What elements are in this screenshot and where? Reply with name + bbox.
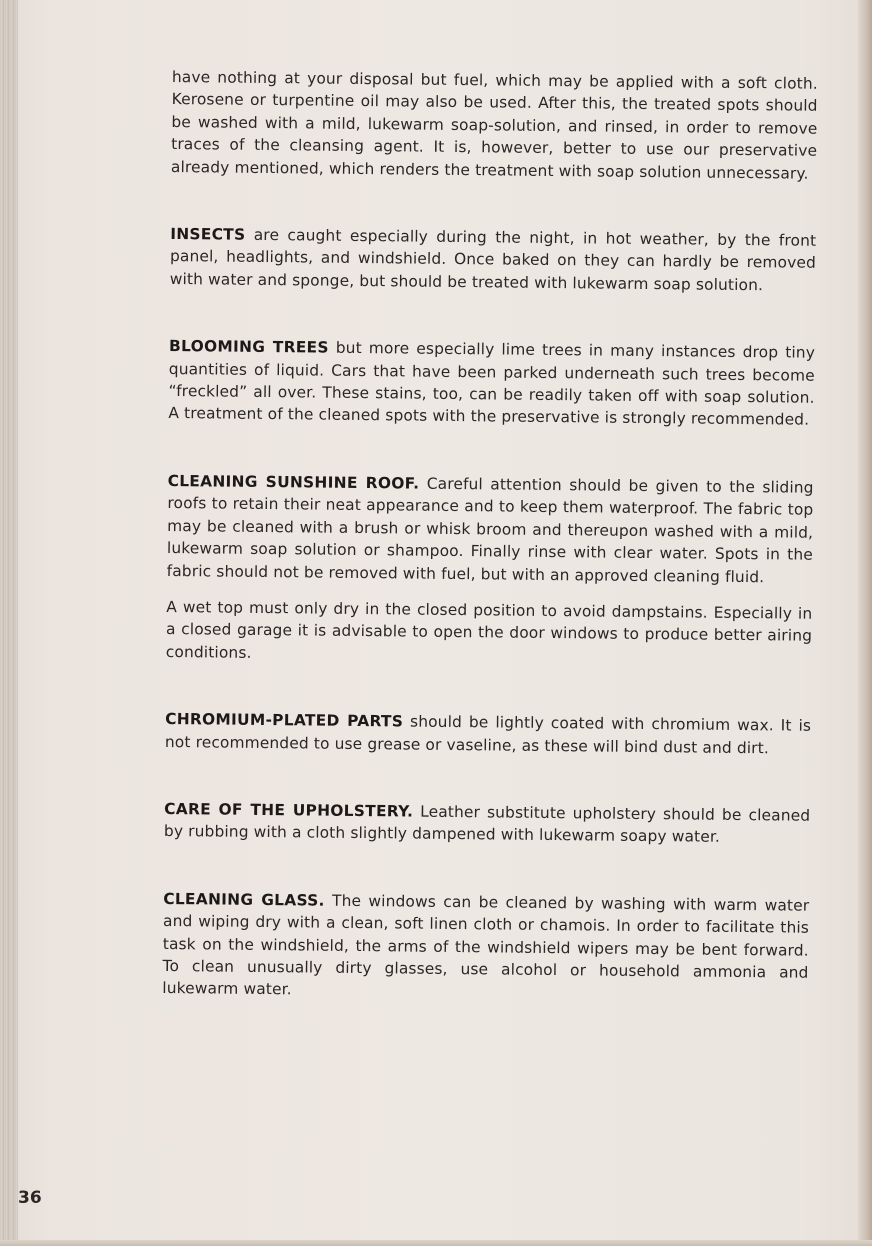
paragraph-text: are caught especially during the night, in hot weather, by the front panel, headlights, and windshield. Once baked on they can hardly be removed with water and sponge, but should be treated with lukewarm soap solution.: [169, 225, 817, 295]
page-bottom-edge: [0, 1240, 872, 1246]
paragraph-text: A wet top must only dry in the closed position to avoid dampstains. Especially in a closed garage it is advisable to open the door windows to produce better airing conditions.: [165, 597, 813, 662]
paragraph-sunshine-roof: [167, 470, 814, 589]
paragraph-heading: CLEANING GLASS.: [163, 889, 325, 910]
paragraph-blooming-trees: [168, 335, 815, 431]
paragraph-chromium-parts: [165, 708, 811, 760]
page-right-edge: [858, 0, 872, 1246]
binding-edge: [0, 0, 18, 1246]
paragraph-heading: CHROMIUM-PLATED PARTS: [165, 710, 404, 731]
paragraph-text: Leather substitute upholstery should be cleaned by rubbing with a cloth slightly dampened with lukewarm soapy water.: [163, 802, 811, 847]
paragraph-insects: [170, 223, 817, 297]
paragraph-cleaning-glass: [162, 888, 809, 1007]
paragraph-wet-top: [166, 596, 813, 670]
paragraph-text: The windows can be cleaned by washing with warm water and wiping dry with a clean, soft linen cloth or chamois. In order to facilitate this task on the windshield, the arms of the windshield wipers may be bent forward. To clean unusually dirty glasses, use alcohol or household ammonia and lukewarm water.: [162, 891, 810, 999]
paragraph-heading: INSECTS: [170, 225, 246, 244]
paragraph-heading: BLOOMING TREES: [168, 337, 329, 357]
paragraph-heading: CARE OF THE UPHOLSTERY.: [164, 799, 414, 821]
paragraph-heading: CLEANING SUNSHINE ROOF.: [167, 471, 420, 493]
paragraph-text: Careful attention should be given to the sliding roofs to retain their neat appearance and to keep them waterproof. The fabric top may be cleaned with a brush or whisk broom and thereupon washed with a mild, lukewarm soap solution or shampoo. Finally rinse with clear water. Spots in the fabric should not be removed with fuel, but with an approved cleaning fluid.: [166, 474, 814, 586]
page-body: [162, 66, 818, 1006]
paragraph-text: but more especially lime trees in many instances drop tiny quantities of liquid. Cars that have been parked underneath such trees become “freckled” all over. These stains, too, can be readily taken off with soap solution. A treatment of the cleaned spots with the preservative is strongly recommended.: [168, 338, 816, 430]
paragraph-text: have nothing at your disposal but fuel, which may be applied with a soft cloth. Kerosene or turpentine oil may also be used. After this, the treated spots should be washed with a mild, lukewarm soap-solution, and rinsed, in order to remove traces of the cleansing agent. It is, however, better to use our preservative already mentioned, which renders the treatment with soap solution unnecessary.: [170, 67, 818, 183]
page-number: 36: [18, 1188, 42, 1208]
paragraph-upholstery: [164, 798, 810, 850]
paragraph-fuel-cleaning: [171, 66, 818, 185]
paragraph-text: should be lightly coated with chromium wax. It is not recommended to use grease or vaseline, as these will bind dust and dirt.: [164, 712, 812, 757]
